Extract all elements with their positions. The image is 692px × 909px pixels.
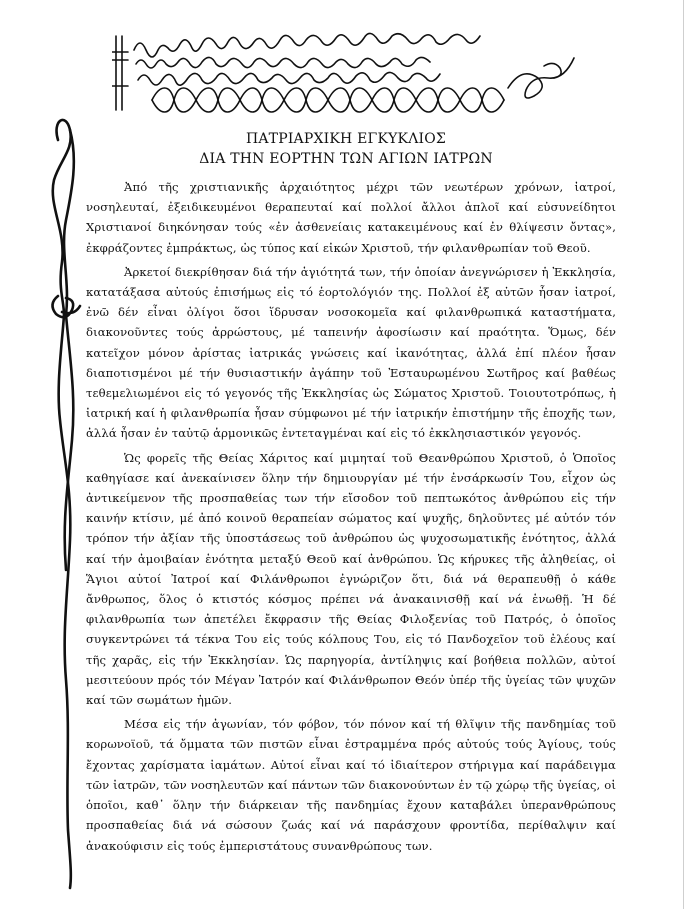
heading-line-2: ΔΙΑ ΤΗΝ ΕΟΡΤΗΝ ΤΩΝ ΑΓΙΩΝ ΙΑΤΡΩΝ (199, 151, 493, 167)
paragraph-3: Ὡς φορεῖς τῆς Θείας Χάριτος καί μιμηταί τοῦ Θεανθρώπου Χριστοῦ, ὁ Ὁποῖος καθηγίασε καί ἀνεκαίνισεν ὅλην τήν δημιουργίαν μέ τήν ἐνσάρκωσίν Του, εἶχον ὡς ἀντικείμενον τῆς προσπαθείας των τήν εἴσοδον τοῦ πεπτωκότος ἀνθρώπου εἰς τήν καινήν κτίσιν, μέ ἀπό κοινοῦ θεραπείαν σώματος καί ψυχῆς, δηλοῦντες μέ αὐτόν τόν τρόπον τήν ἀξίαν τῆς ὑποστάσεως τοῦ ἀνθρώπου ὡς ψυχοσωματικῆς ἑνότητος, ἀλλά καί τήν ἀμοιβαίαν ἑνότητα μεταξύ Θεοῦ καί ἀνθρώπου. Ὡς κήρυκες τῆς ἀληθείας, οἱ Ἅγιοι αὐτοί Ἰατροί καί Φιλάνθρωποι ἐγνώριζον ὅτι, διά νά θεραπευθῇ ὁ κάθε ἄνθρωπος, ὅλος ὁ κτιστός κόσμος πρέπει νά ἀνακαινισθῇ καί νά ἑνωθῇ. Ἡ δέ φιλανθρωπία των ἀπετέλει ἔκφρασιν τῆς Θείας Φιλοξενίας τοῦ Πατρός, ὁ ὁποῖος συγκεντρώνει τά τέκνα Του εἰς τούς κόλπους Του, εἰς τό Πανδοχεῖον τοῦ ἐλέους καί τῆς χαρᾶς, εἰς τήν Ἐκκλησίαν. Ὡς παρηγορία, ἀντίληψις καί βοήθεια πολλῶν, αὐτοί μεσιτεύουν πρός τόν Μέγαν Ἰατρόν καί Φιλάνθρωπον Θεόν ὑπέρ τῆς ὑγείας τῶν ψυχῶν καί τῶν σωμάτων ἡμῶν. (86, 450, 616, 708)
paragraph-4: Μέσα εἰς τήν ἀγωνίαν, τόν φόβον, τόν πόνον καί τή θλῖψιν τῆς πανδημίας τοῦ κορωνοϊοῦ, τά ὄμματα τῶν πιστῶν εἶναι ἐστραμμένα πρός αὐτούς τούς Ἁγίους, τούς ἔχοντας χαρίσματα ἰαμάτων. Αὐτοί εἶναι καί τό ἰδιαίτερον στήριγμα καί παράδειγμα τῶν ἰατρῶν, τῶν νοσηλευτῶν καί πάντων τῶν διακονούντων ἐν τῷ χώρῳ τῆς ὑγείας, οἱ ὁποῖοι, καθ᾽ ὅλην τήν διάρκειαν τῆς πανδημίας ἔχουν καταβάλει ὑπερανθρώπους προσπαθείας διά νά σώσουν ζωάς καί νά παράσχουν φροντίδα, περίθαλψιν καί ἀνακούφισιν εἰς τούς ἐμπεριστάτους συνανθρώπους των. (86, 717, 616, 853)
paragraph-2: Ἀρκετοί διεκρίθησαν διά τήν ἁγιότητά των, τήν ὁποίαν ἀνεγνώρισεν ἡ Ἐκκλησία, κατατάξασα αὐτούς ἐπισήμως εἰς τό ἑορτολόγιόν της. Πολλοί ἐξ αὐτῶν ἦσαν ἰατροί, ἐνῶ δέν εἶναι ὀλίγοι ὅσοι ἵδρυσαν νοσοκομεῖα καί φιλανθρωπικά καταστήματα, διακονοῦντες τούς ἀρρώστους, μέ ταπεινήν ἀφοσίωσιν καί πραότητα. Ὅμως, δέν κατεῖχον μόνον ἀρίστας ἰατρικάς γνώσεις καί ἱκανότητας, ἀλλά ἐπί πλέον ἦσαν διαποτισμένοι μέ τήν θυσιαστικήν ἀγάπην τοῦ Ἐσταυρωμένου Σωτῆρος καί βαθέως τεθεμελιωμένοι εἰς τό γεγονός τῆς Ἐκκλησίας ὡς Σώματος Χριστοῦ. Τοιουτοτρόπως, ἡ ἰατρική καί ἡ φιλανθρωπία ἦσαν σύμφωνοι μέ τήν ἰατρικήν ἐπιστήμην τῆς ἐποχῆς των, ἀλλά ἦσαν ἐν ταὐτῷ ἁρμονικῶς ἐντεταγμέναι καί εἰς τό ἐκκλησιαστικόν γεγονός. (86, 264, 616, 441)
heading-line-1: ΠΑΤΡΙΑΡΧΙΚΗ ΕΓΚΥΚΛΙΟΣ (245, 131, 447, 147)
patriarchal-signature (112, 26, 582, 118)
document-heading (0, 129, 692, 169)
paragraph-1: Ἀπό τῆς χριστιανικῆς ἀρχαιότητος μέχρι τῶν νεωτέρων χρόνων, ἰατροί, νοσηλευταί, ἐξειδικευμένοι θεραπευταί καί πολλοί ἄλλοι ἁπλοῖ καί εὐσυνείδητοι Χριστιανοί διηκόνησαν τούς «ἐν ἀσθενείαις κατακειμένους καί ἐν θλίψεσιν ὄντας», ἐκφράζοντες ἐμπράκτως, ὡς τύπος καί εἰκών Χριστοῦ, τήν φιλανθρωπίαν τοῦ Θεοῦ. (86, 180, 616, 255)
signature-graphic (112, 26, 582, 118)
encyclical-body (86, 177, 616, 860)
